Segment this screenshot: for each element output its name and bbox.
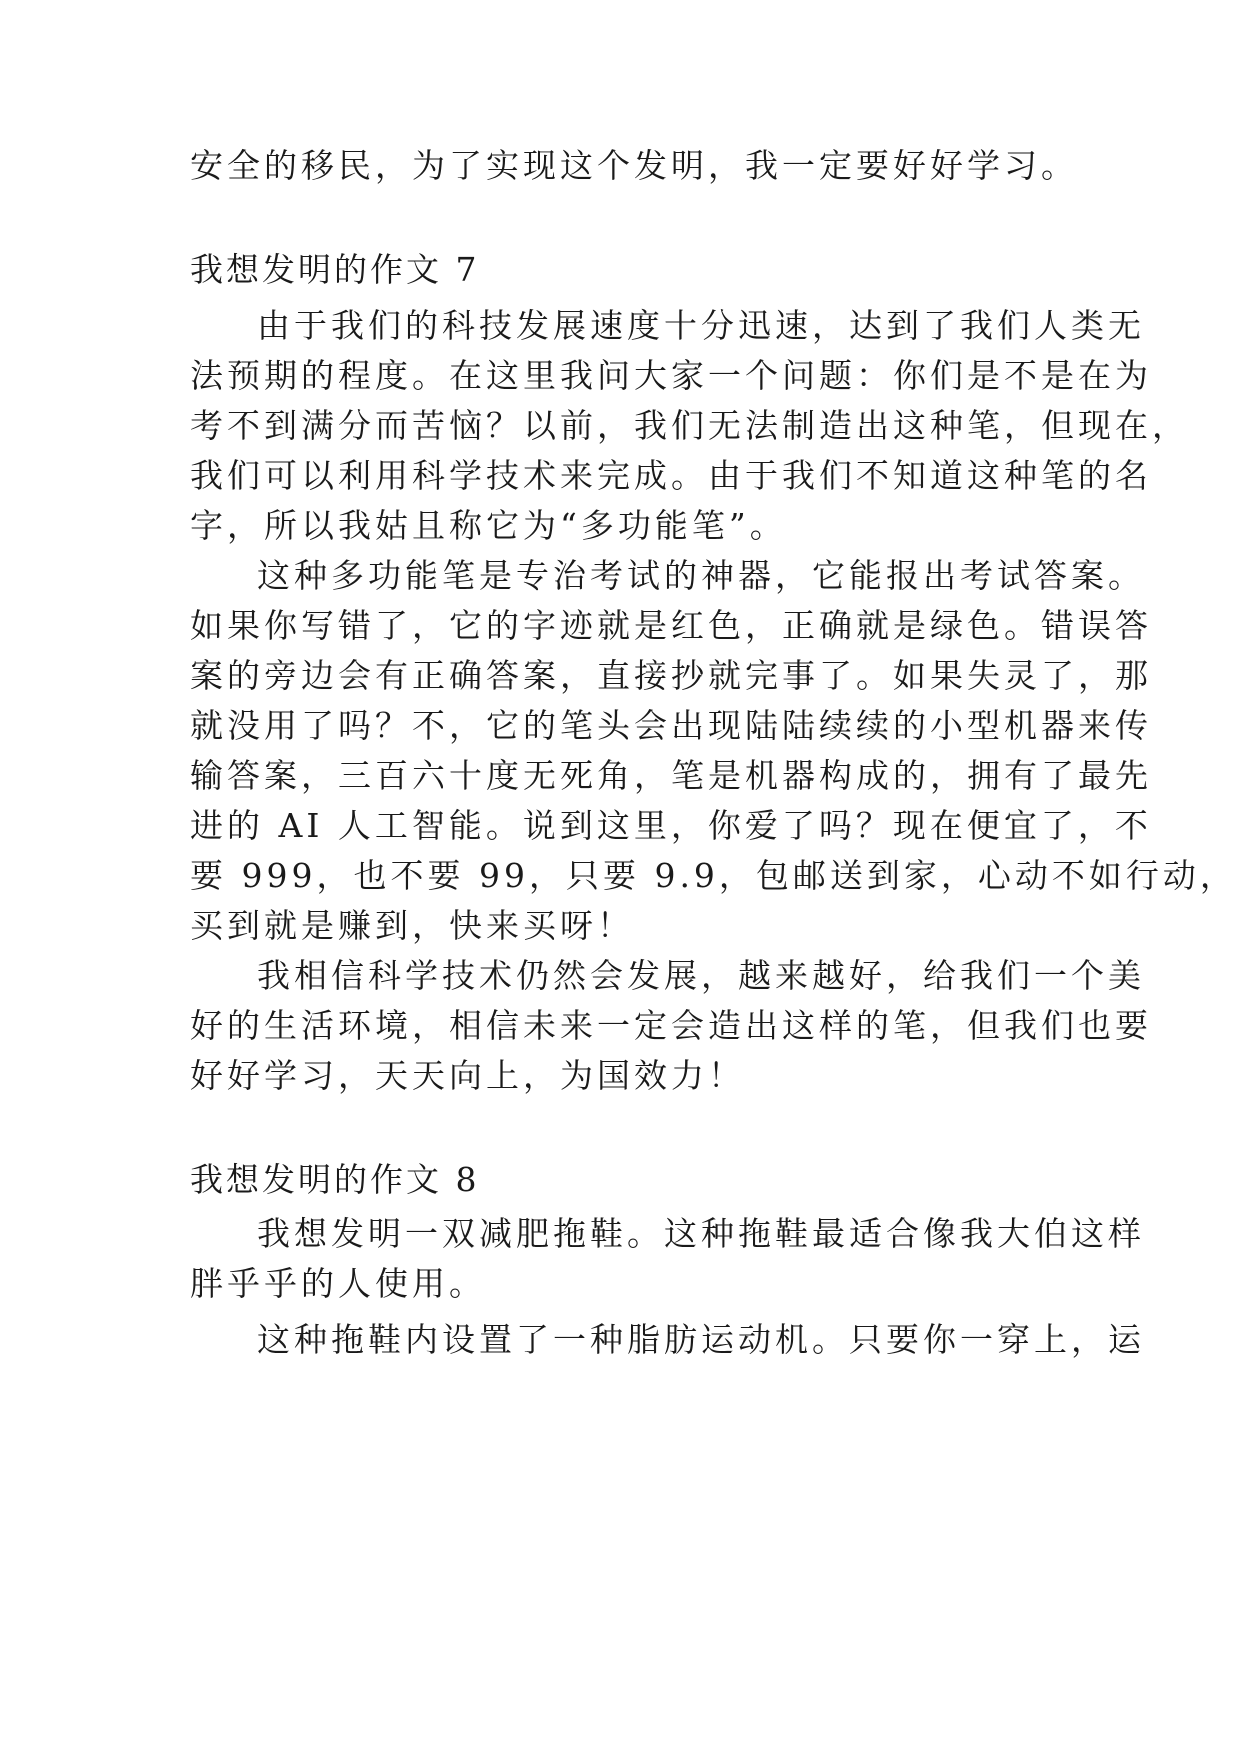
paragraph-line: 我们可以利用科学技术来完成。由于我们不知道这种笔的名 (190, 456, 1152, 495)
paragraph-line: 考不到满分而苦恼？以前，我们无法制造出这种笔，但现在， (190, 406, 1189, 445)
paragraph-line: 我相信科学技术仍然会发展，越来越好，给我们一个美 (257, 956, 1145, 995)
paragraph-line: 这种多功能笔是专治考试的神器，它能报出考试答案。 (257, 556, 1145, 595)
paragraph-line: 好的生活环境，相信未来一定会造出这样的笔，但我们也要 (190, 1006, 1152, 1045)
paragraph-line: 输答案，三百六十度无死角，笔是机器构成的，拥有了最先 (190, 756, 1152, 795)
paragraph-line: 案的旁边会有正确答案，直接抄就完事了。如果失灵了，那 (190, 656, 1152, 695)
paragraph-line: 由于我们的科技发展速度十分迅速，达到了我们人类无 (257, 306, 1145, 345)
paragraph-line: 如果你写错了，它的字迹就是红色，正确就是绿色。错误答 (190, 606, 1152, 645)
paragraph-line: 进的 AI 人工智能。说到这里，你爱了吗？现在便宜了，不 (190, 806, 1152, 845)
paragraph-line: 这种拖鞋内设置了一种脂肪运动机。只要你一穿上，运 (257, 1320, 1145, 1359)
paragraph-line: 胖乎乎的人使用。 (190, 1264, 486, 1303)
paragraph-line: 字，所以我姑且称它为“多功能笔”。 (190, 506, 787, 545)
section-heading: 我想发明的作文 7 (190, 250, 480, 289)
paragraph-line: 安全的移民，为了实现这个发明，我一定要好好学习。 (190, 146, 1078, 185)
paragraph-line: 要 999，也不要 99，只要 9.9，包邮送到家，心动不如行动， (190, 856, 1237, 895)
paragraph-line: 就没用了吗？不，它的笔头会出现陆陆续续的小型机器来传 (190, 706, 1152, 745)
paragraph-line: 好好学习，天天向上，为国效力！ (190, 1056, 745, 1095)
paragraph-line: 法预期的程度。在这里我问大家一个问题：你们是不是在为 (190, 356, 1152, 395)
paragraph-line: 买到就是赚到，快来买呀！ (190, 906, 634, 945)
paragraph-line: 我想发明一双减肥拖鞋。这种拖鞋最适合像我大伯这样 (257, 1214, 1145, 1253)
section-heading: 我想发明的作文 8 (190, 1160, 480, 1199)
